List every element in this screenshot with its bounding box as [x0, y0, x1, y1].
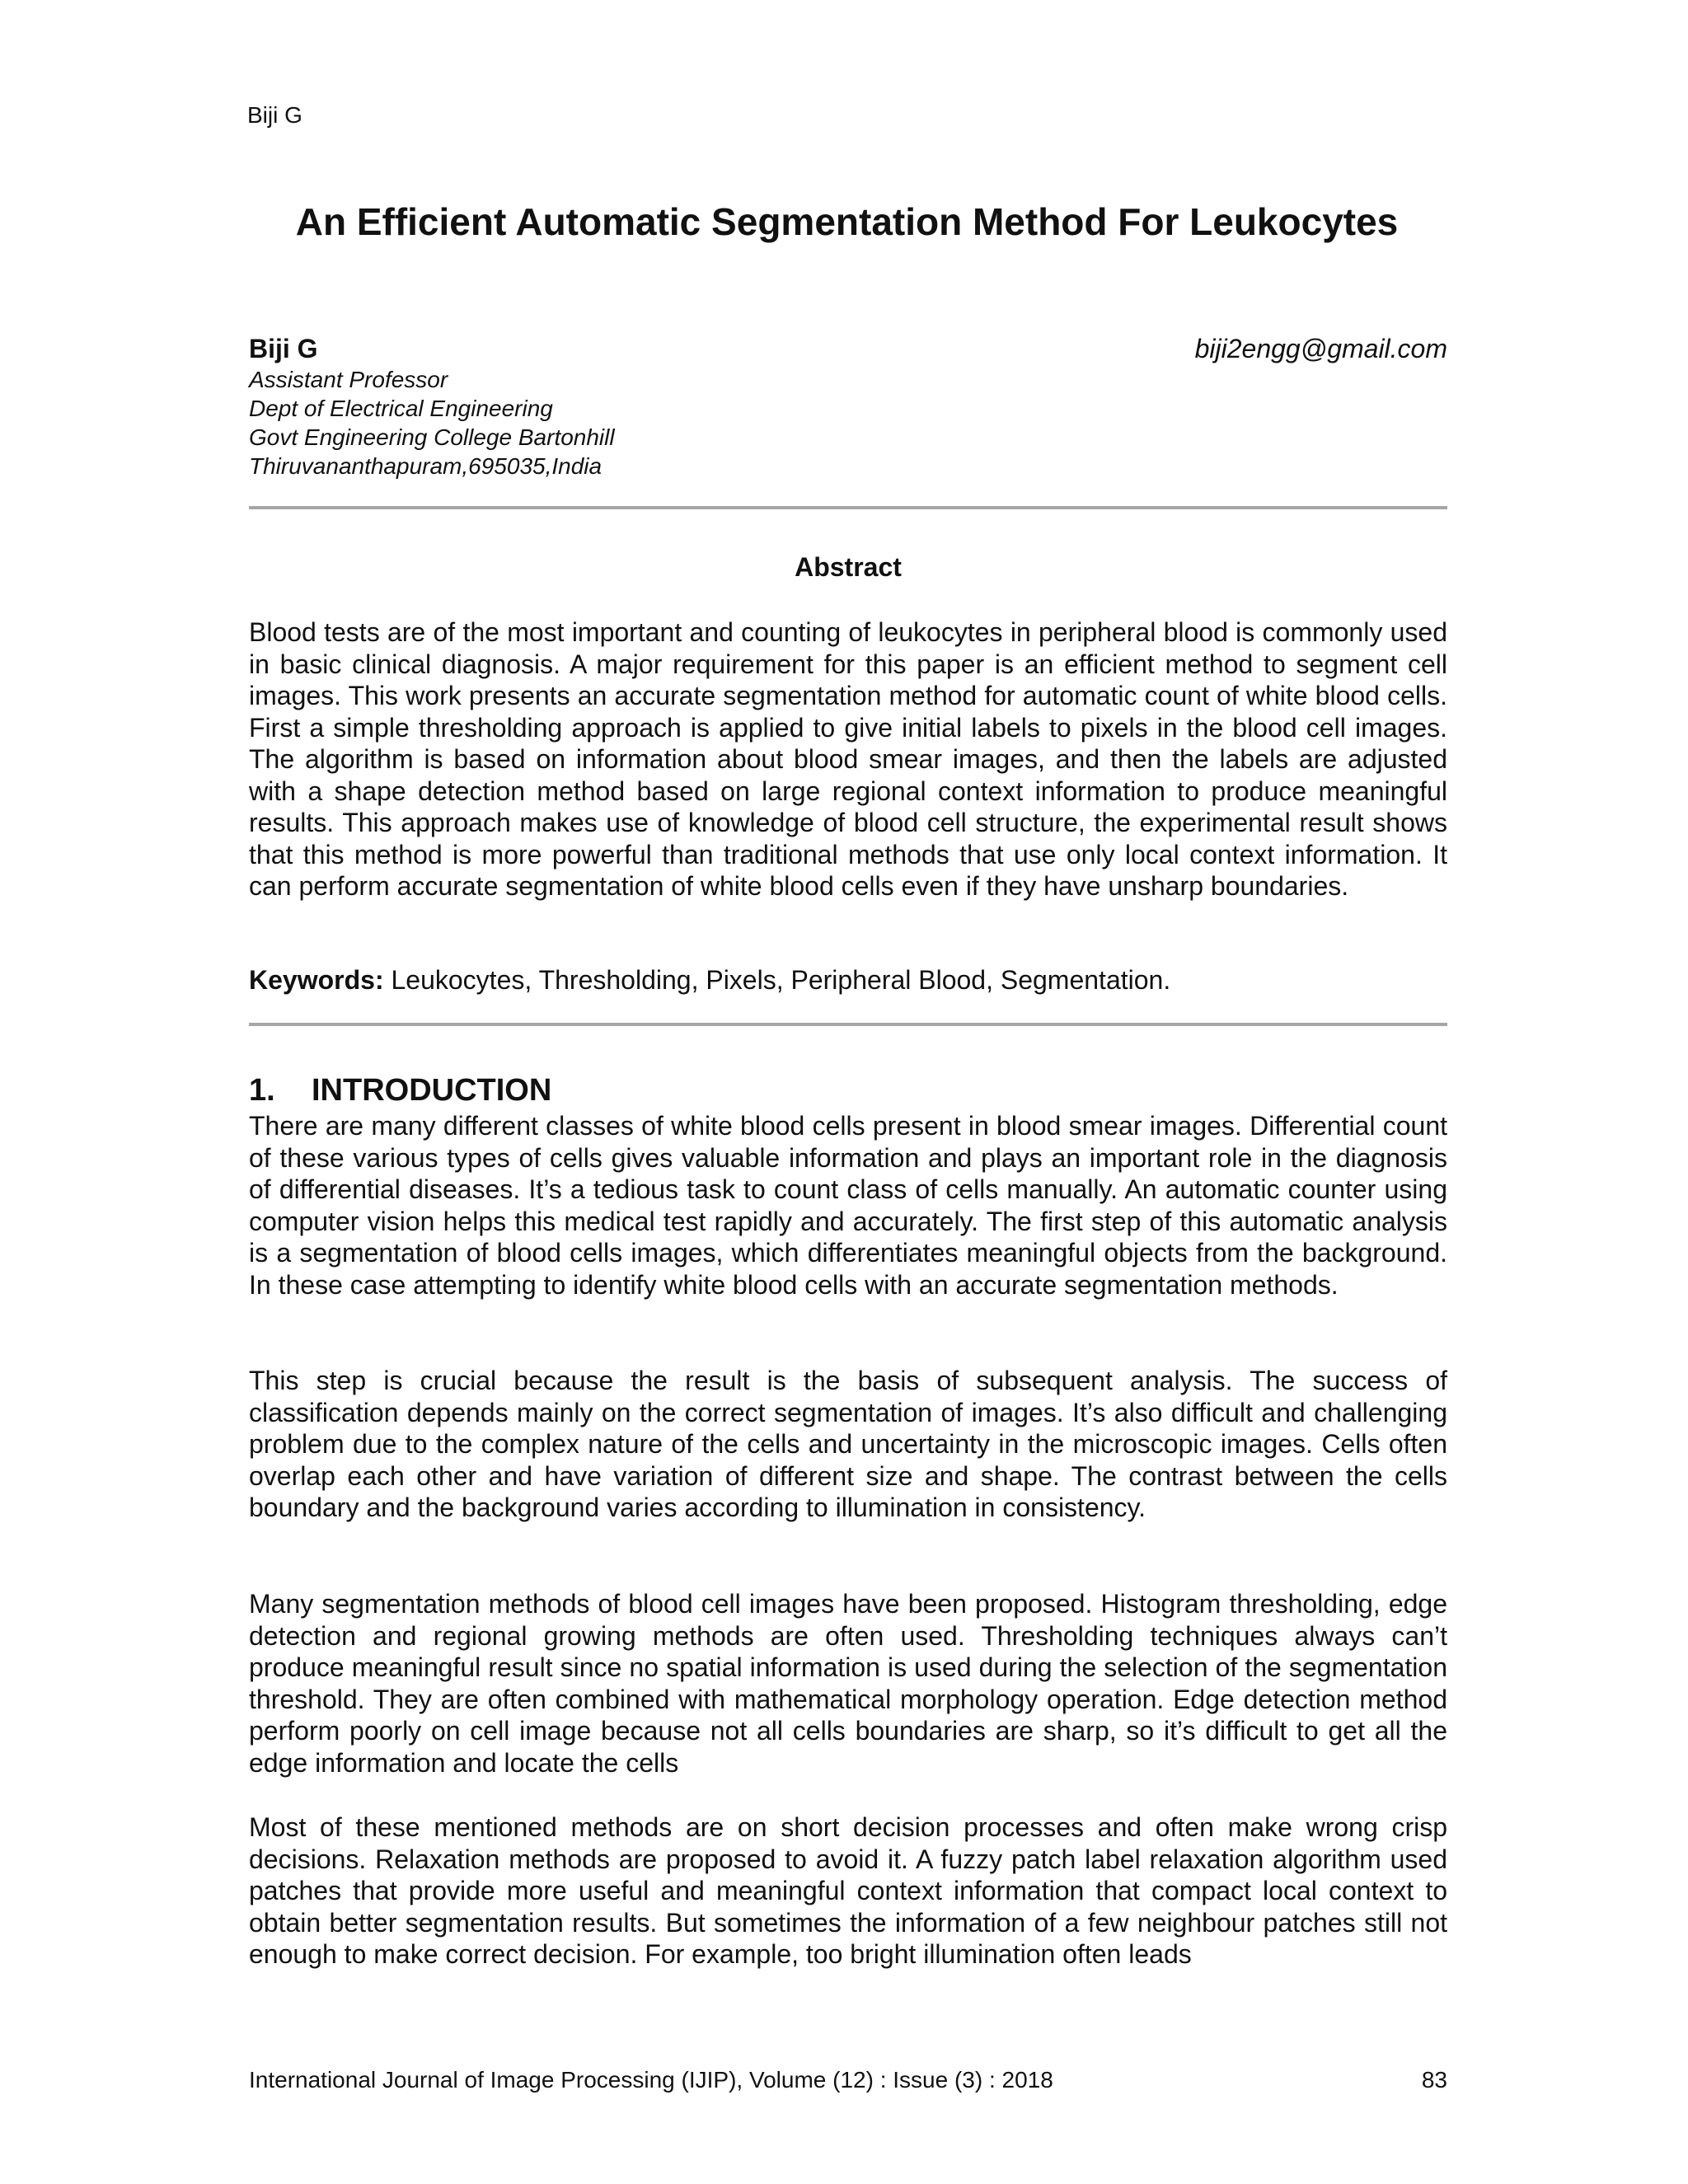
section-number: 1. — [249, 1073, 275, 1108]
journal-citation: International Journal of Image Processing (IJIP), Volume (12) : Issue (3) : 2018 — [249, 2067, 1053, 2093]
page-footer — [249, 2065, 1447, 2095]
paper-title: An Efficient Automatic Segmentation Method For Leukocytes — [295, 200, 1399, 243]
keywords — [249, 964, 1447, 996]
author-name: Biji G — [249, 334, 318, 363]
keywords-text: Leukocytes, Thresholding, Pixels, Peripheral Blood, Segmentation. — [383, 965, 1171, 995]
page-number: 83 — [1421, 2067, 1447, 2093]
author-department: Dept of Electrical Engineering — [249, 396, 553, 421]
body-paragraph: Many segmentation methods of blood cell images have been proposed. Histogram thresholding, edge detection and regional growing methods are often used. Thresholding techniques always can’t produce meaningful result since no spatial information is used during the selection of the segmentation threshold. They are often combined with mathematical morphology operation. Edge detection method perform poorly on cell image because not all cells boundaries are sharp, so it’s difficult to get all the edge information and locate the cells — [249, 1589, 1447, 1778]
author-institution: Govt Engineering College Bartonhill — [249, 424, 615, 450]
section-heading — [249, 1072, 551, 1108]
keywords-label: Keywords: — [249, 965, 384, 995]
abstract-heading: Abstract — [795, 552, 902, 582]
running-head: Biji G — [247, 102, 302, 128]
author-email: biji2engg@gmail.com — [1194, 334, 1447, 363]
divider-top — [249, 506, 1447, 509]
author-position: Assistant Professor — [249, 367, 448, 392]
abstract-body: Blood tests are of the most important and counting of leukocytes in peripheral blood is commonly used in basic clinical diagnosis. A major requirement for this paper is an efficient method to segment cell images. This work presents an accurate segmentation method for automatic count of white blood cells. First a simple thresholding approach is applied to give initial labels to pixels in the blood cell images. The algorithm is based on information about blood smear images, and then the labels are adjusted with a shape detection method based on large regional context information to produce meaningful results. This approach makes use of knowledge of blood cell structure, the experimental result shows that this method is more powerful than traditional methods that use only local context information. It can perform accurate segmentation of white blood cells even if they have unsharp boundaries. — [249, 617, 1447, 901]
body-paragraph: There are many different classes of white blood cells present in blood smear images. Differential count of these various types of cells gives valuable information and plays an important role in the diagnosis of differential diseases. It’s a tedious task to count class of cells manually. An automatic counter using computer vision helps this medical test rapidly and accurately. The first step of this automatic analysis is a segmentation of blood cells images, which differentiates meaningful objects from the background. In these case attempting to identify white blood cells with an accurate segmentation methods. — [249, 1111, 1447, 1300]
body-paragraph: Most of these mentioned methods are on short decision processes and often make wrong crisp decisions. Relaxation methods are proposed to avoid it. A fuzzy patch label relaxation algorithm used patches that provide more useful and meaningful context information that compact local context to obtain better segmentation results. But sometimes the information of a few neighbour patches still not enough to make correct decision. For example, too bright illumination often leads — [249, 1812, 1447, 1969]
author-block — [249, 332, 1447, 480]
author-address: Thiruvananthapuram,695035,India — [249, 453, 603, 479]
section-title: INTRODUCTION — [312, 1073, 552, 1108]
divider-bottom — [249, 1023, 1447, 1026]
body-paragraph: This step is crucial because the result is the basis of subsequent analysis. The success of classification depends mainly on the correct segmentation of images. It’s also difficult and challenging problem due to the complex nature of the cells and uncertainty in the microscopic images. Cells often overlap each other and have variation of different size and shape. The contrast between the cells boundary and the background varies according to illumination in consistency. — [249, 1366, 1447, 1522]
